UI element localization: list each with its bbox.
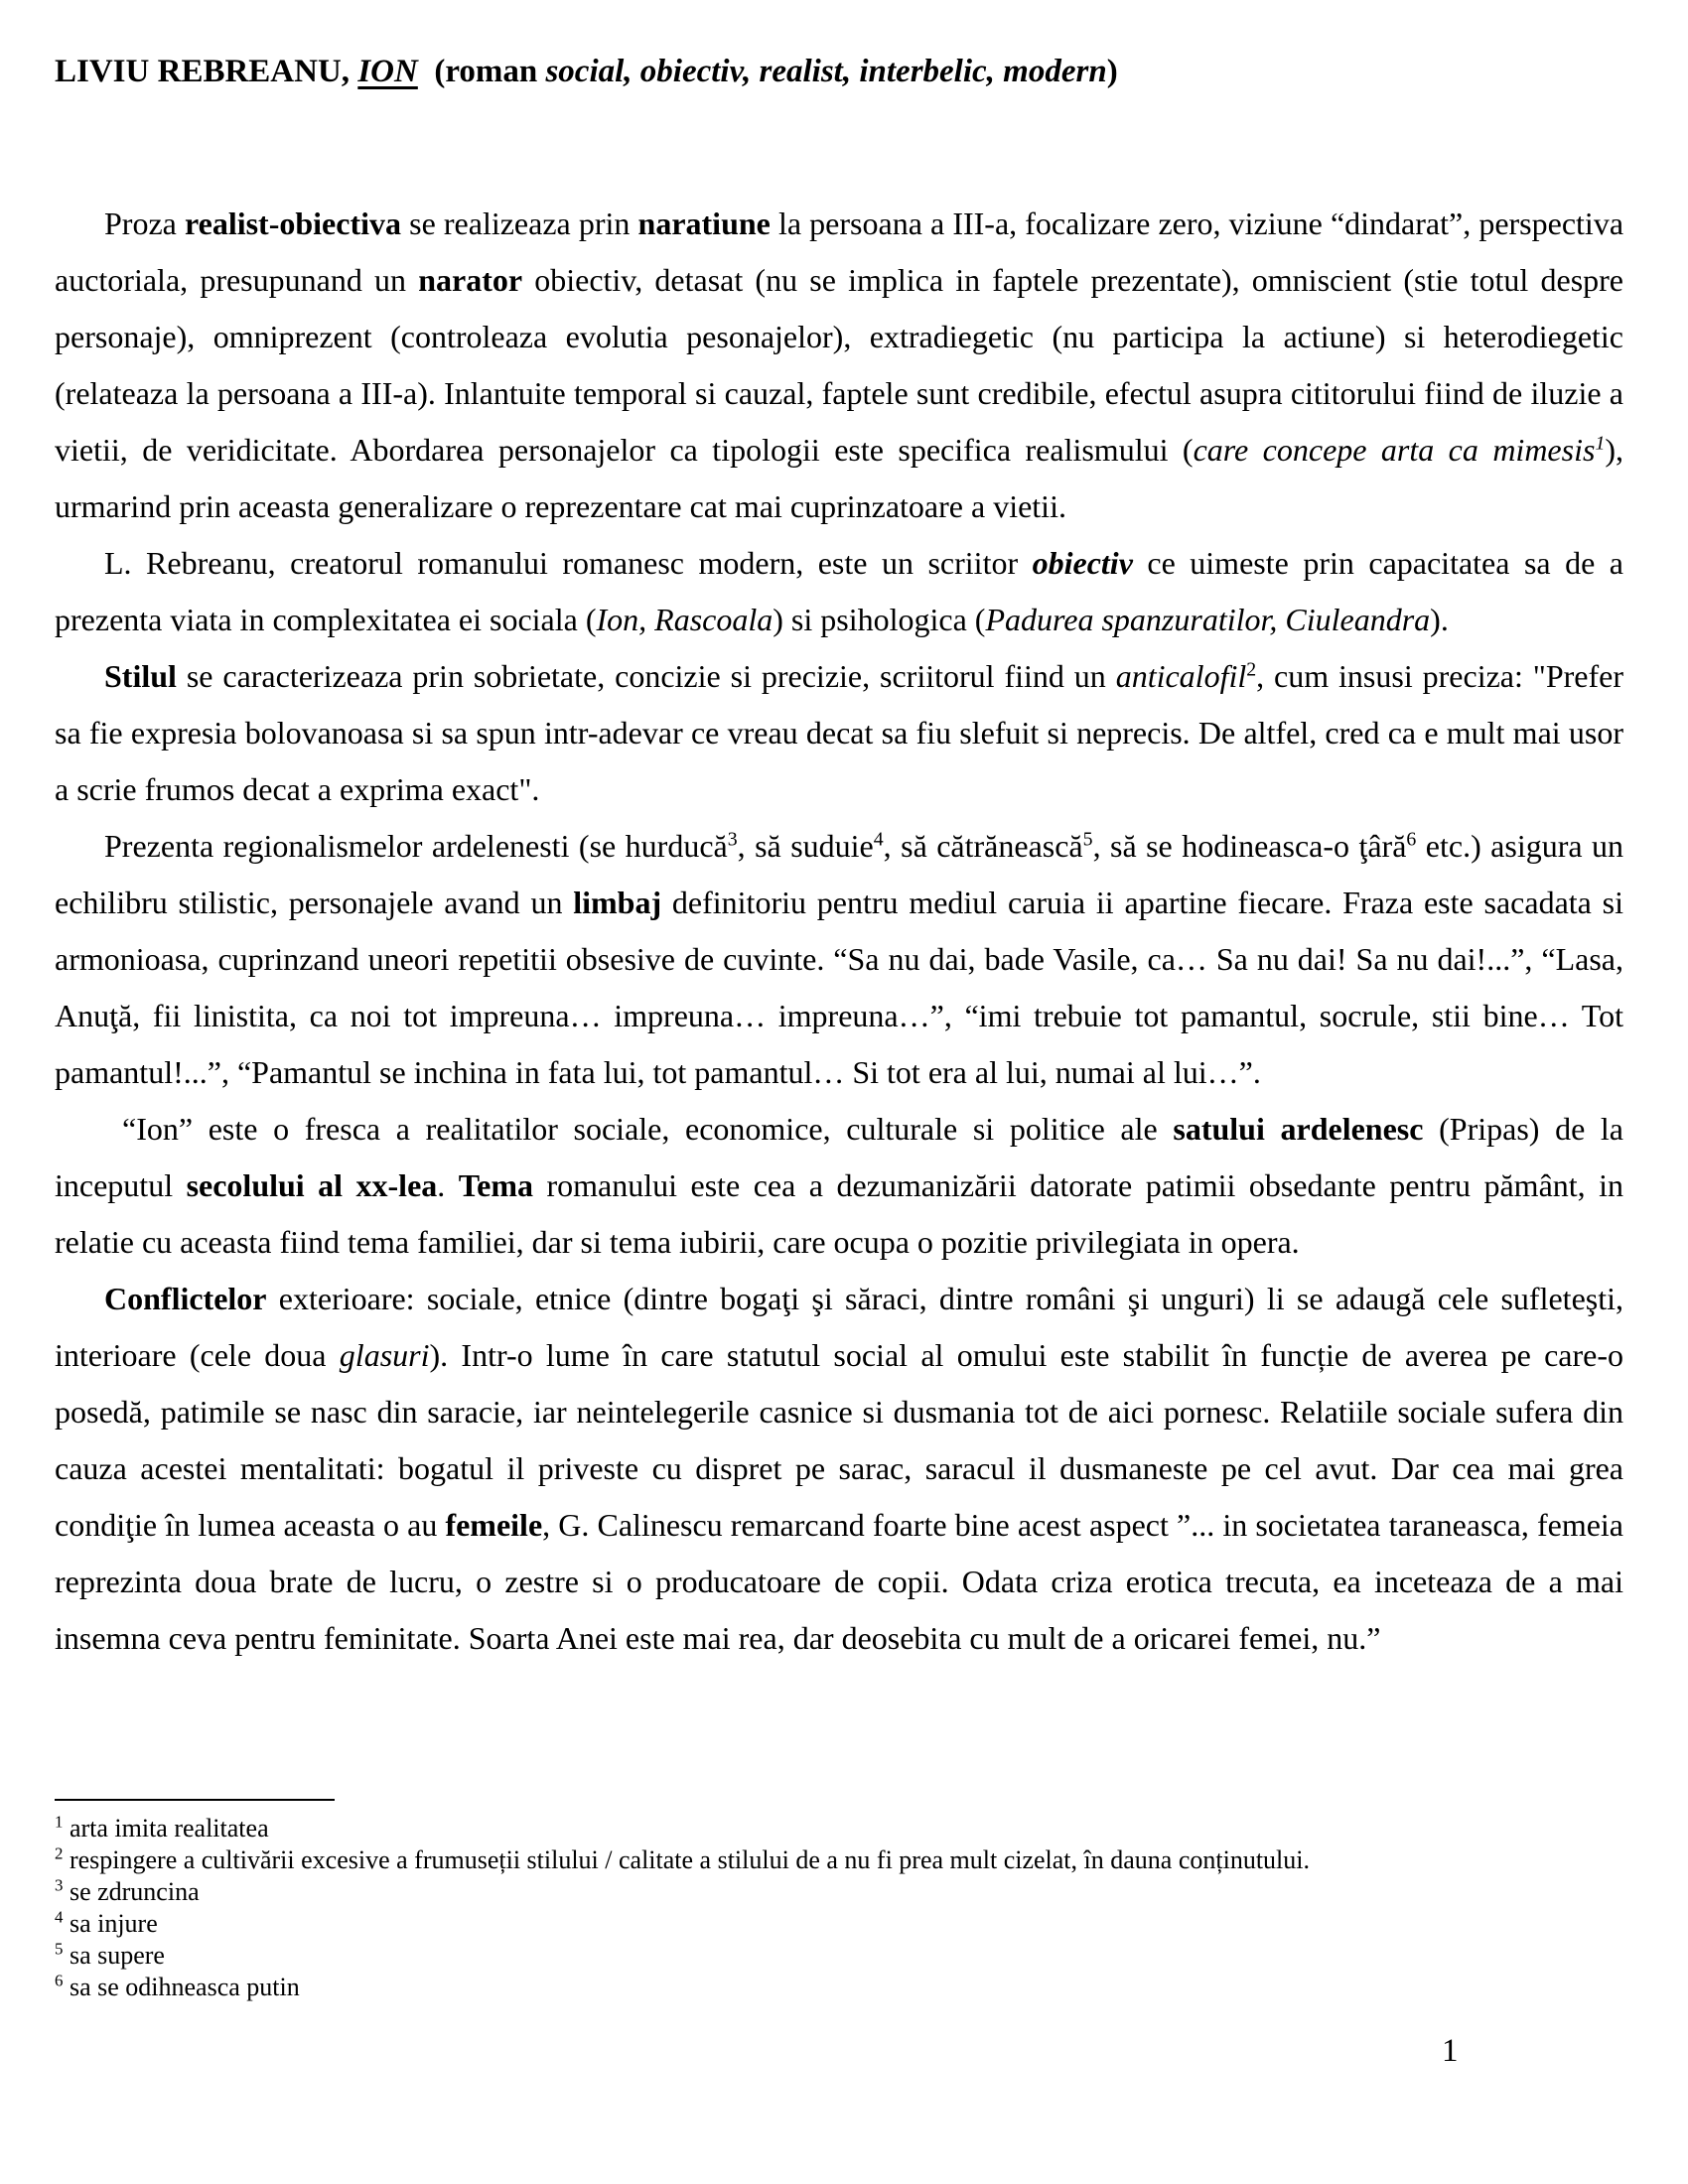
footnote-ref: 4 xyxy=(873,828,884,851)
text-run: . xyxy=(437,1167,459,1203)
footnote-ref: 2 xyxy=(1246,658,1257,681)
footnote xyxy=(55,1876,1623,1908)
text-run: se realizeaza prin xyxy=(401,205,638,241)
footnote xyxy=(55,1972,1623,2003)
text-run: , să cătrănească xyxy=(883,828,1083,864)
text-run: ) xyxy=(1106,54,1118,89)
document-title xyxy=(55,50,1623,94)
footnotes-list xyxy=(55,1813,1623,2003)
text-run: naratiune xyxy=(637,205,771,241)
text-run: limbaj xyxy=(573,885,662,920)
paragraph xyxy=(55,196,1632,535)
text-run: glasuri xyxy=(339,1337,430,1373)
footnote-text: sa supere xyxy=(63,1941,165,1970)
text-run: la persoana a III-a, focalizare zero, viziune “dindarat”, perspectiva auctoriala, presupunand un xyxy=(55,205,1632,298)
footnote-ref: 1 xyxy=(1595,432,1606,455)
text-run: Stilul xyxy=(104,658,177,694)
text-run: se caracterizeaza prin sobrietate, concizie si precizie, scriitorul fiind un xyxy=(176,658,1116,694)
text-run: realist-obiectiva xyxy=(184,205,401,241)
text-run: L. Rebreanu, creatorul romanului romanesc modern, este un scriitor xyxy=(104,545,1033,581)
footnote-ref: 3 xyxy=(727,828,738,851)
footnote-text: arta imita realitatea xyxy=(63,1814,269,1843)
text-run: Tema xyxy=(458,1167,534,1203)
footnote-text: se zdruncina xyxy=(63,1877,200,1906)
footnote xyxy=(55,1844,1623,1876)
text-run: obiectiv xyxy=(1032,545,1133,581)
text-run: LIVIU REBREANU, xyxy=(55,54,358,89)
text-run: anticalofil xyxy=(1115,658,1247,694)
text-run: (roman xyxy=(417,54,546,89)
footnote-ref: 5 xyxy=(1082,828,1093,851)
text-run: ION xyxy=(357,54,418,89)
text-run: , cum insusi preciza: "Prefer sa fie expresia bolovanoasa si sa spun intr-adevar ce vreau decat sa fiu slefuit si neprecis. De altfel, cred ca e mult mai usor a scrie frumos decat a exprima exact". xyxy=(55,658,1632,807)
footnote-ref: 4 xyxy=(55,1907,64,1927)
footnote-ref: 2 xyxy=(55,1843,64,1863)
text-run: obiectiv, detasat (nu se implica in faptele prezentate), omniscient (stie totul despre personaje), omniprezent (controleaza evolutia pesonajelor), extradiegetic (nu participa la actiune) si heterodiegetic (relateaza la persoana a III-a). Inlantuite temporal si cauzal, faptele sunt credibile, efectul asupra cititorului fiind de iluzie a vietii, de veridicitate. Abordarea personajelor ca tipologii este specifica realismului ( xyxy=(55,262,1632,468)
paragraph xyxy=(55,648,1632,818)
footnote-ref: 6 xyxy=(55,1971,64,1990)
page-number: 1 xyxy=(1442,2033,1459,2069)
document-body xyxy=(55,196,1632,1667)
text-run: (Pripas) de la inceputul xyxy=(55,1111,1632,1203)
text-run: Proza xyxy=(104,205,185,241)
text-run: social, obiectiv, realist, interbelic, modern xyxy=(545,54,1107,89)
text-run: Prezenta regionalismelor ardelenesti (se hurducă xyxy=(104,828,728,864)
text-run: , G. Calinescu remarcand foarte bine acest aspect ”... in societatea taraneasca, femeia reprezinta doua brate de lucru, o zestre si o producatoare de copii. Odata criza erotica trecuta, ea inceteaza de a mai insemna ceva pentru feminitate. Soarta Anei este mai rea, dar deosebita cu mult de a oricarei femei, nu.” xyxy=(55,1507,1631,1656)
footnote-text: respingere a cultivării excesive a frumuseții stilului / calitate a stilului de a nu fi prea mult cizelat, în dauna conținutului. xyxy=(63,1845,1310,1874)
footnote-text: sa se odihneasca putin xyxy=(63,1973,300,2001)
text-run: etc.) asigura un echilibru stilistic, personajele avand un xyxy=(55,828,1632,920)
footnote-ref: 3 xyxy=(55,1875,64,1895)
text-run: , să se hodineasca-o ţâră xyxy=(1092,828,1407,864)
text-run: femeile xyxy=(445,1507,543,1543)
text-run: ). xyxy=(1430,602,1449,637)
footnote-ref: 6 xyxy=(1406,828,1417,851)
paragraph xyxy=(55,1101,1632,1271)
text-run: care concepe arta ca mimesis xyxy=(1193,432,1596,468)
paragraph xyxy=(55,535,1632,648)
footnote-ref: 1 xyxy=(55,1812,64,1832)
footnote xyxy=(55,1813,1623,1844)
paragraph xyxy=(55,1271,1632,1667)
text-run: , să suduie xyxy=(737,828,874,864)
text-run: Conflictelor xyxy=(104,1281,267,1316)
footnote-ref: 5 xyxy=(55,1939,64,1959)
text-run: romanului este cea a dezumanizării datorate patimii obsedante pentru pământ, in relatie cu aceasta fiind tema familiei, dar si tema iubirii, care ocupa o pozitie privilegiata in opera. xyxy=(55,1167,1632,1260)
text-run: ) si psihologica ( xyxy=(773,602,986,637)
footnote-separator xyxy=(55,1799,335,1801)
footnote-text: sa injure xyxy=(63,1909,158,1938)
text-run: narator xyxy=(418,262,523,298)
footnote xyxy=(55,1908,1623,1940)
document-content xyxy=(55,50,1632,1667)
text-run: definitoriu pentru mediul caruia ii apartine fiecare. Fraza este sacadata si armonioasa, cuprinzand uneori repetitii obsesive de cuvinte. “Sa nu dai, bade Vasile, ca… Sa nu dai! Sa nu dai!...”, “Lasa, Anuţă, fii linistita, ca noi tot impreuna… impreuna… impreuna…”, “imi trebuie tot pamantul, socrule, stii bine… Tot pamantul!...”, “Pamantul se inchina in fata lui, tot pamantul… Si tot era al lui, numai al lui…”. xyxy=(55,885,1632,1090)
text-run: satului ardelenesc xyxy=(1173,1111,1424,1147)
text-run: secolului al xx-lea xyxy=(186,1167,438,1203)
footnote xyxy=(55,1940,1623,1972)
paragraph xyxy=(55,818,1632,1101)
text-run: ce uimeste prin capacitatea sa de a prezenta viata in complexitatea ei sociala ( xyxy=(55,545,1632,637)
text-run: ). Intr-o lume în care statutul social al omului este stabilit în funcție de averea pe care-o posedă, patimile se nasc din saracie, iar neintelegerile casnice si dusmania tot de aici pornesc. Relatiile sociale sufera din cauza acestei mentalitati: bogatul il priveste cu dispret pe sarac, saracul il dusmaneste pe cel avut. Dar cea mai grea condiţie în lumea aceasta o au xyxy=(55,1337,1632,1543)
text-run: Padurea spanzuratilor, Ciuleandra xyxy=(985,602,1431,637)
text-run: “Ion” este o fresca a realitatilor sociale, economice, culturale si politice ale xyxy=(122,1111,1174,1147)
text-run: Ion, Rascoala xyxy=(596,602,774,637)
footnotes-section xyxy=(55,1799,1623,2003)
text-run: ), urmarind prin aceasta generalizare o reprezentare cat mai cuprinzatoare a vietii. xyxy=(55,432,1632,524)
text-run: exterioare: sociale, etnice (dintre bogaţi şi săraci, dintre români şi unguri) li se adaugă cele sufleteşti, interioare (cele doua xyxy=(55,1281,1631,1373)
